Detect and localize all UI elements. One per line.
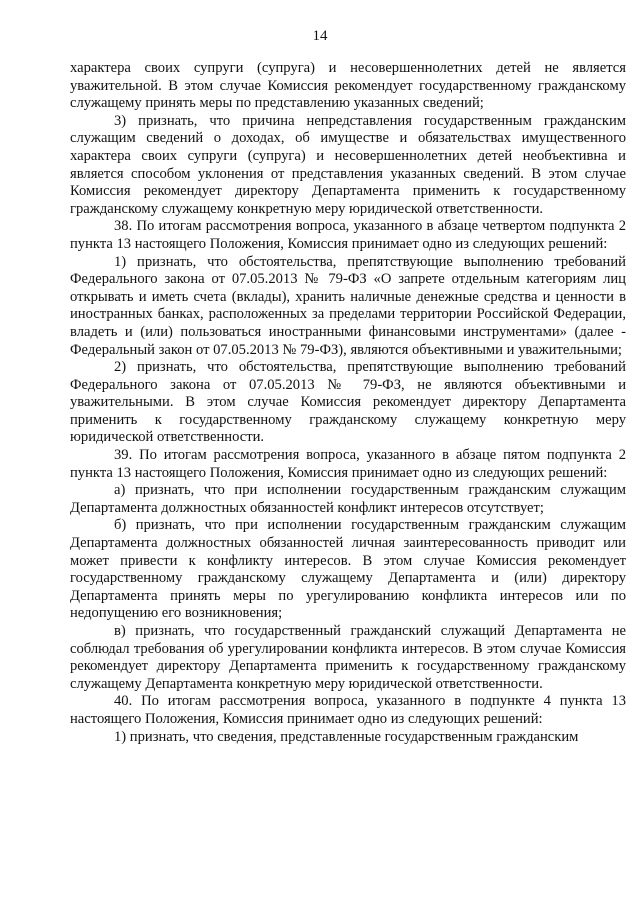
paragraph-39-item-a: а) признать, что при исполнении государственным гражданским служащим Департамента должностных обязанностей конфликт интересов отсутствует; (70, 482, 626, 516)
paragraph-39-item-v: в) признать, что государственный гражданский служащий Департамента не соблюдал требования об урегулировании конфликта интересов. В этом случае Комиссия рекомендует директору Департамента применить к государственному гражданскому служащему Департамента конкретную меру юридической ответственности. (70, 623, 626, 692)
paragraph-continuation: характера своих супруги (супруга) и несовершеннолетних детей не является уважительной. В этом случае Комиссия рекомендует государственному гражданскому служащему принять меры по представлению указанных сведений; (70, 60, 626, 112)
paragraph-38-item-2: 2) признать, что обстоятельства, препятствующие выполнению требований Федерального закона от 07.05.2013 № 79-ФЗ, не являются объективными и уважительными. В этом случае Комиссия рекомендует директору Департамента применить к государственному гражданскому служащему конкретную меру юридической ответственности. (70, 359, 626, 446)
document-body (70, 60, 626, 746)
paragraph-40-item-1: 1) признать, что сведения, представленные государственным гражданским (114, 728, 579, 745)
paragraph-item-3: 3) признать, что причина непредставления государственным гражданским служащим сведений о доходах, об имуществе и обязательствах имущественного характера своих супруги (супруга) и несовершеннолетних детей необъективна и является способом уклонения от представления указанных сведений. В этом случае Комиссия рекомендует директору Департамента применить к государственному гражданскому служащему конкретную меру юридической ответственности. (70, 112, 626, 217)
paragraph-38: 38. По итогам рассмотрения вопроса, указанного в абзаце четвертом подпункта 2 пункта 13 настоящего Положения, Комиссия принимает одно из следующих решений: (70, 218, 626, 252)
page-number: 14 (312, 28, 328, 44)
paragraph-39-item-b: б) признать, что при исполнении государственным гражданским служащим Департамента должностных обязанностей личная заинтересованность приводит или может привести к конфликту интересов. В этом случае Комиссия рекомендует государственному гражданскому служащему Департамента и (или) директору Департамента принять меры по урегулированию конфликта интересов или по недопущению его возникновения; (70, 517, 626, 622)
paragraph-40: 40. По итогам рассмотрения вопроса, указанного в подпункте 4 пункта 13 настоящего Положения, Комиссия принимает одно из следующих решений: (70, 693, 626, 727)
paragraph-39: 39. По итогам рассмотрения вопроса, указанного в абзаце пятом подпункта 2 пункта 13 настоящего Положения, Комиссия принимает одно из следующих решений: (70, 447, 626, 481)
paragraph-38-item-1: 1) признать, что обстоятельства, препятствующие выполнению требований Федерального закона от 07.05.2013 № 79-ФЗ «О запрете отдельным категориям лиц открывать и иметь счета (вклады), хранить наличные денежные средства и ценности в иностранных банках, расположенных за пределами территории Российской Федерации, владеть и (или) пользоваться иностранными финансовыми инструментами» (далее - Федеральный закон от 07.05.2013 № 79-ФЗ), являются объективными и уважительными; (70, 253, 626, 358)
